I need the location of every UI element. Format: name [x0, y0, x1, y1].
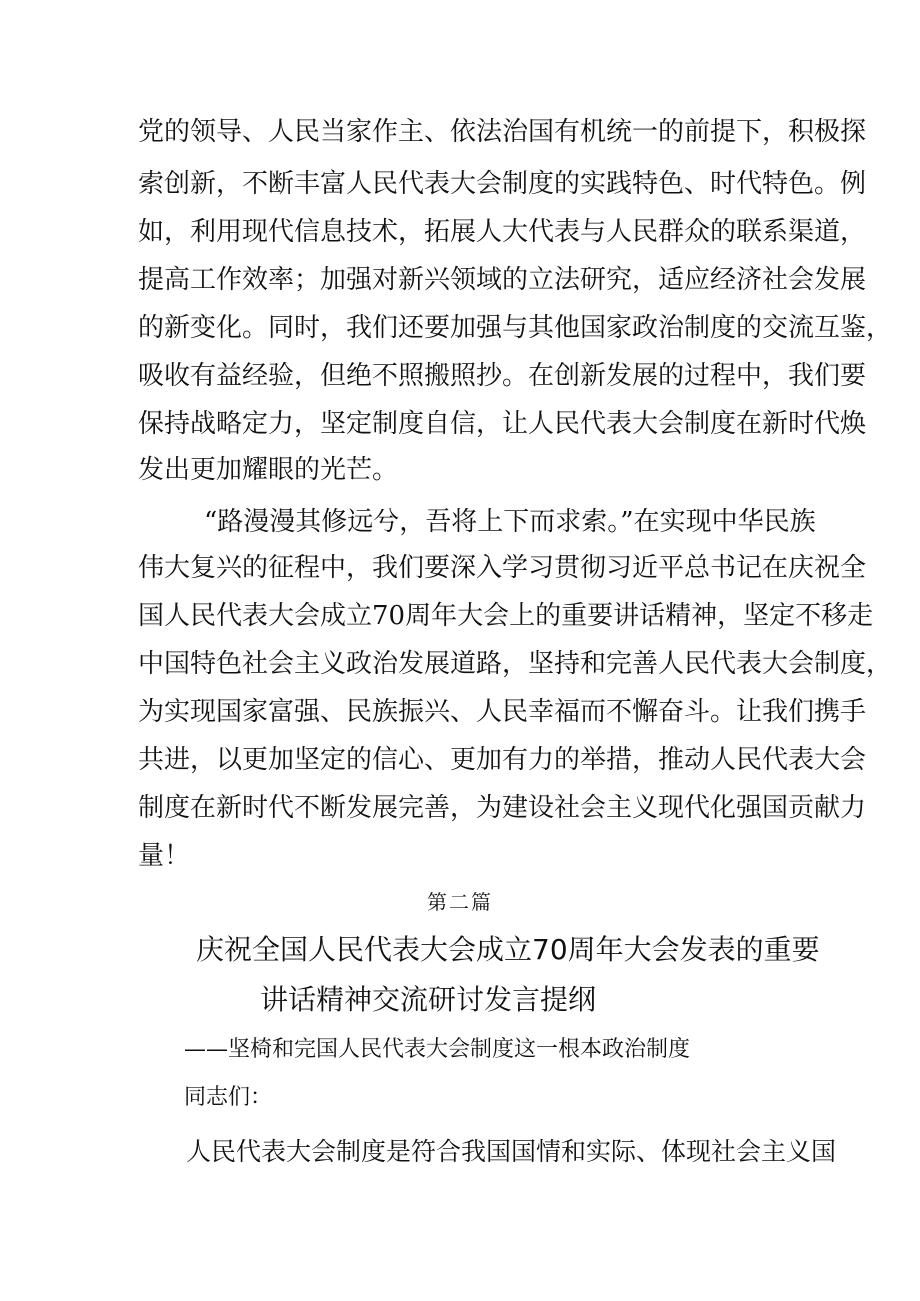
document-title-line1: 庆祝全国人民代表大会成立70周年大会发表的重要 — [196, 933, 820, 966]
paragraph1-line: 提高工作效率；加强对新兴领域的立法研究，适应经济社会发展 — [138, 265, 867, 295]
paragraph2-line: 国人民代表大会成立70周年大会上的重要讲话精神，坚定不移走 — [138, 601, 874, 631]
paragraph2-line: “路漫漫其修远兮，吾将上下而求索。”在实现中华民族 — [204, 507, 816, 537]
paragraph2-line: 伟大复兴的征程中，我们要深入学习贯彻习近平总书记在庆祝全 — [138, 553, 867, 583]
document-subtitle: ——坚椅和完国人民代表大会制度这一根本政治制度 — [184, 1037, 691, 1062]
paragraph3-line: 人民代表大会制度是符合我国国情和实际、体现社会主义国 — [186, 1137, 837, 1166]
paragraph1-line: 的新变化。同时，我们还要加强与其他国家政治制度的交流互鉴， — [138, 313, 893, 343]
paragraph1-line: 吸收有益经验，但绝不照搬照抄。在创新发展的过程中，我们要 — [138, 361, 867, 391]
salutation: 同志们： — [184, 1085, 273, 1110]
paragraph1-line: 保持战略定力，坚定制度自信，让人民代表大会制度在新时代焕 — [138, 409, 867, 439]
paragraph2-line: 中国特色社会主义政治发展道路，坚持和完善人民代表大会制度， — [138, 649, 893, 679]
paragraph2-line: 量！ — [138, 841, 191, 871]
paragraph1-line: 发出更加耀眼的光芒。 — [138, 455, 399, 485]
paragraph2-line: 为实现国家富强、民族振兴、人民幸福而不懈奋斗。让我们携手 — [138, 697, 867, 727]
paragraph1-line: 索创新，不断丰富人民代表大会制度的实践特色、时代特色。例 — [138, 169, 867, 199]
paragraph2-line: 制度在新时代不断发展完善，为建设社会主义现代化强国贡献力 — [138, 793, 867, 823]
paragraph1-line: 党的领导、人民当家作主、依法治国有机统一的前提下，积极探 — [138, 117, 867, 147]
section-label: 第二篇 — [427, 890, 493, 914]
paragraph1-line: 如，利用现代信息技术，拓展人大代表与人民群众的联系渠道， — [138, 217, 867, 247]
document-title-line2: 讲话精神交流研讨发言提纲 — [260, 983, 597, 1016]
paragraph2-line: 共进，以更加坚定的信心、更加有力的举措，推动人民代表大会 — [138, 745, 867, 775]
